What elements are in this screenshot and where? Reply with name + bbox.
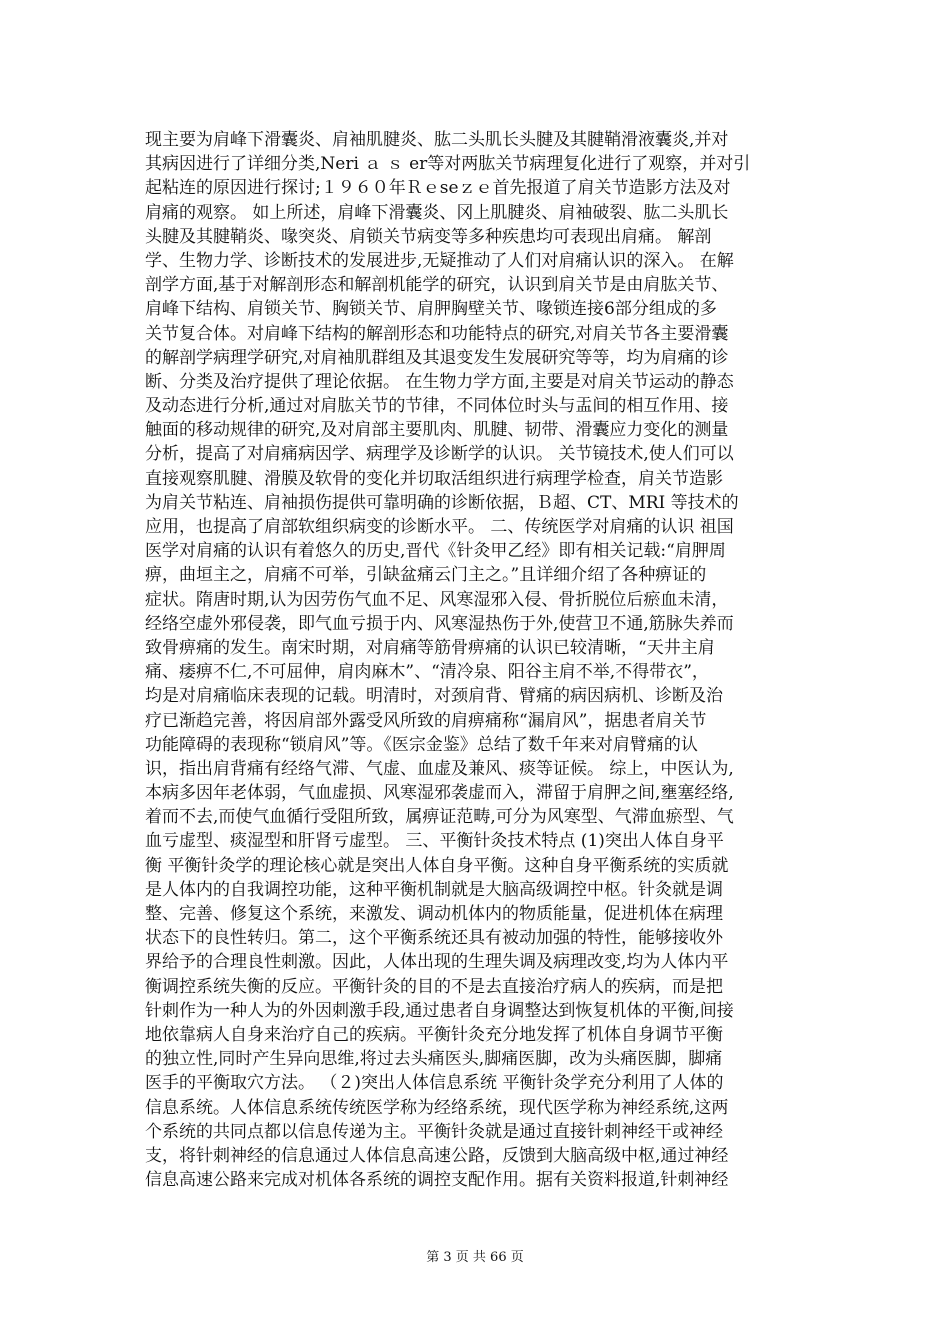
text-line: 症状。隋唐时期,认为因劳伤气血不足、风寒湿邪入侵、骨折脱位后瘀血未清，: [145, 589, 729, 610]
text-line: 衡 平衡针灸学的理论核心就是突出人体自身平衡。这种自身平衡系统的实质就: [145, 855, 729, 876]
text-line: 识，指出肩背痛有经络气滞、气虚、血虚及兼风、痰等证候。 综上，中医认为,: [145, 758, 734, 779]
text-line: 现主要为肩峰下滑囊炎、肩袖肌腱炎、肱二头肌长头腱及其腱鞘滑液囊炎,并对: [145, 130, 729, 150]
text-line: 学、生物力学、诊断技术的发展进步,无疑推动了人们对肩痛认识的深入。 在解: [145, 250, 734, 271]
text-line: 医手的平衡取穴方法。 （２)突出人体信息系统 平衡针灸学充分利用了人体的: [145, 1073, 724, 1094]
text-line: 支，将针刺神经的信息通过人体信息高速公路，反馈到大脑高级中枢,通过神经: [145, 1145, 729, 1166]
text-line: 其病因进行了详细分类,Neri ａ ｓ er等对两肱关节病理复化进行了观察，并对引: [145, 154, 751, 175]
text-line: 为肩关节粘连、肩袖损伤提供可靠明确的诊断依据，Ｂ超、CT、MRI 等技术的: [145, 492, 739, 513]
text-line: 及动态进行分析,通过对肩肱关节的节律，不同体位时头与盂间的相互作用、接: [145, 396, 729, 417]
text-line: 痹，曲垣主之，肩痛不可举，引缺盆痛云门主之。”且详细介绍了各种痹证的: [145, 565, 707, 586]
text-line: 着而不去,而使气血循行受阻所致，属痹证范畴,可分为风寒型、气滞血瘀型、气: [145, 807, 734, 828]
text-line: 医学对肩痛的认识有着悠久的历史,晋代《针灸甲乙经》即有相关记载:“肩胛周: [145, 541, 726, 562]
text-line: 起粘连的原因进行探讨;１９６０年Ｒｅseｚｅ首先报道了肩关节造影方法及对: [145, 178, 731, 199]
text-line: 断、分类及治疗提供了理论依据。 在生物力学方面,主要是对肩关节运动的静态: [145, 371, 734, 392]
text-line: 界给予的合理良性刺激。因此，人体出现的生理失调及病理改变,均为人体内平: [145, 952, 729, 973]
text-line: 信息高速公路来完成对机体各系统的调控支配作用。据有关资料报道,针刺神经: [145, 1170, 729, 1191]
text-line: 头腱及其腱鞘炎、喙突炎、肩锁关节病变等多种疾患均可表现出肩痛。 解剖: [145, 226, 712, 247]
text-line: 的解剖学病理学研究,对肩袖肌群组及其退变发生发展研究等等，均为肩痛的诊: [145, 347, 729, 368]
text-line: 是人体内的自我调控功能，这种平衡机制就是大脑高级调控中枢。针灸就是调: [145, 879, 723, 900]
text-line: 应用，也提高了肩部软组织病变的诊断水平。 二、传统医学对肩痛的认识 祖国: [145, 517, 734, 537]
text-line: 肩峰下结构、肩锁关节、胸锁关节、肩胛胸壁关节、喙锁连接6部分组成的多: [145, 299, 717, 320]
text-line: 信息系统。人体信息系统传统医学称为经络系统，现代医学称为神经系统,这两: [145, 1097, 729, 1118]
text-line: 血亏虚型、痰湿型和肝肾亏虚型。 三、平衡针灸技术特点 (1)突出人体自身平: [145, 831, 724, 852]
text-line: 剖学方面,基于对解剖形态和解剖机能学的研究，认识到肩关节是由肩肱关节、: [145, 275, 729, 296]
text-line: 的独立性,同时产生异向思维,将过去头痛医头,脚痛医脚，改为头痛医脚，脚痛: [145, 1049, 723, 1070]
text-line: 衡调控系统失衡的反应。平衡针灸的目的不是去直接治疗病人的疾病，而是把: [145, 976, 723, 997]
text-line: 痛、痿痹不仁,不可屈伸，肩肉麻木”、“清冷泉、阳谷主肩不举,不得带衣”，: [145, 662, 709, 683]
page-number: 第 3 页 共 66 页: [426, 1250, 524, 1265]
text-line: 状态下的良性转归。第二，这个平衡系统还具有被动加强的特性，能够接收外: [145, 928, 723, 949]
text-line: 分析，提高了对肩痛病因学、病理学及诊断学的认识。 关节镜技术,使人们可以: [145, 444, 734, 465]
body-text: [145, 128, 805, 1192]
text-line: 经络空虚外邪侵袭，即气血亏损于内、风寒湿热伤于外,使营卫不通,筋脉失养而: [145, 613, 734, 634]
text-line: 地依靠病人自身来治疗自己的疾病。平衡针灸充分地发挥了机体自身调节平衡: [145, 1024, 723, 1045]
text-line: 整、完善、修复这个系统，来激发、调动机体内的物质能量，促进机体在病理: [145, 904, 723, 924]
text-line: 直接观察肌腱、滑膜及软骨的变化并切取活组织进行病理学检查，肩关节造影: [145, 468, 723, 489]
text-line: 针刺作为一种人为的外因刺激手段,通过患者自身调整达到恢复机体的平衡,间接: [145, 1000, 734, 1021]
text-line: 疗已渐趋完善，将因肩部外露受风所致的肩痹痛称“漏肩风”，据患者肩关节: [145, 710, 707, 731]
text-line: 均是对肩痛临床表现的记载。明清时，对颈肩背、臂痛的病因病机、诊断及治: [145, 686, 723, 707]
text-line: 本病多因年老体弱，气血虚损、风寒湿邪袭虚而入，滞留于肩胛之间,壅塞经络,: [145, 783, 734, 804]
text-line: 个系统的共同点都以信息传递为主。平衡针灸就是通过直接针刺神经干或神经: [145, 1121, 723, 1142]
text-line: 肩痛的观察。 如上所述，肩峰下滑囊炎、冈上肌腱炎、肩袖破裂、肱二头肌长: [145, 202, 729, 223]
text-line: 致骨痹痛的发生。南宋时期，对肩痛等筋骨痹痛的认识已较清晰，“天井主肩: [145, 637, 715, 658]
text-line: 功能障碍的表现称“锁肩风”等。《医宗金鉴》总结了数千年来对肩臂痛的认: [145, 734, 698, 755]
text-line: 关节复合体。对肩峰下结构的解剖形态和功能特点的研究,对肩关节各主要滑囊: [145, 323, 729, 344]
text-line: 触面的移动规律的研究,及对肩部主要肌肉、肌腱、韧带、滑囊应力变化的测量: [145, 420, 729, 441]
